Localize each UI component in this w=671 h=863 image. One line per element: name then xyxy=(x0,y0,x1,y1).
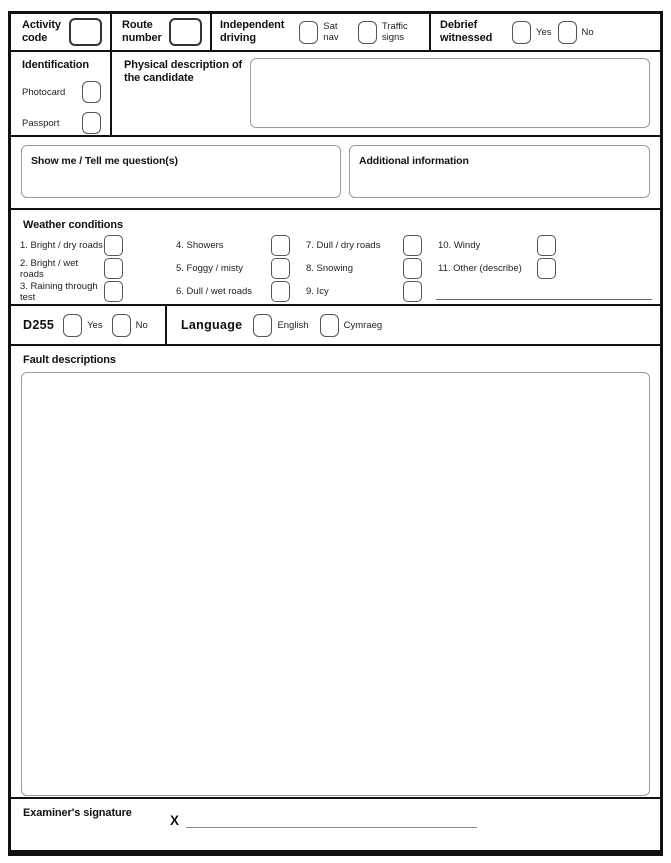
language-english-label: English xyxy=(277,319,309,331)
fault-descriptions-section xyxy=(11,346,660,799)
weather-item-label: 9. Icy xyxy=(306,286,329,297)
d255-yes-checkbox[interactable] xyxy=(63,314,82,337)
show-me-tell-me-label: Show me / Tell me question(s) xyxy=(31,155,178,167)
weather-3-checkbox[interactable] xyxy=(104,281,123,302)
identification-cell xyxy=(11,52,112,135)
debrief-witnessed-label: Debrief witnessed xyxy=(440,18,493,44)
independent-driving-label: Independent driving xyxy=(220,18,285,44)
d255-yes-label: Yes xyxy=(87,319,103,331)
language-label: Language xyxy=(181,317,243,332)
debrief-witnessed-cell xyxy=(431,14,660,50)
physical-description-field[interactable] xyxy=(250,58,650,128)
physical-description-cell xyxy=(112,52,660,135)
weather-column-4 xyxy=(438,234,652,303)
weather-column-3 xyxy=(306,234,422,303)
weather-conditions-label: Weather conditions xyxy=(23,219,124,231)
photocard-checkbox[interactable] xyxy=(82,81,101,103)
weather-item-label: 7. Dull / dry roads xyxy=(306,240,381,251)
debrief-no-checkbox[interactable] xyxy=(558,21,577,44)
route-number-input[interactable] xyxy=(169,18,202,46)
weather-item-label: 2. Bright / wet roads xyxy=(20,257,79,280)
identification-row xyxy=(11,52,660,137)
d255-cell xyxy=(11,306,167,344)
debrief-yes-checkbox[interactable] xyxy=(512,21,531,44)
show-me-tell-me-field[interactable] xyxy=(21,145,341,198)
weather-8-checkbox[interactable] xyxy=(403,258,422,279)
weather-5-checkbox[interactable] xyxy=(271,258,290,279)
activity-code-label: Activity code xyxy=(22,18,61,44)
fault-descriptions-label: Fault descriptions xyxy=(23,354,116,366)
weather-10-checkbox[interactable] xyxy=(537,235,556,256)
signature-x-mark: X xyxy=(170,813,180,828)
independent-driving-cell xyxy=(212,14,431,50)
identification-label: Identification xyxy=(22,59,90,71)
language-cymraeg-label: Cymraeg xyxy=(343,319,383,331)
weather-column-1 xyxy=(20,234,123,303)
d255-label: D255 xyxy=(23,317,55,332)
examiner-signature-line[interactable] xyxy=(186,814,477,828)
activity-code-input[interactable] xyxy=(69,18,102,46)
weather-other-describe-line[interactable] xyxy=(436,283,652,300)
weather-item-label: 8. Snowing xyxy=(306,263,354,274)
traffic-signs-label: Traffic signs xyxy=(381,21,408,43)
fault-descriptions-field[interactable] xyxy=(21,372,650,796)
photocard-label: Photocard xyxy=(22,86,66,98)
debrief-no-label: No xyxy=(581,26,594,38)
language-cell xyxy=(167,306,660,344)
sat-nav-label: Sat nav xyxy=(323,21,339,43)
debrief-yes-label: Yes xyxy=(536,26,552,38)
route-number-label: Route number xyxy=(122,18,162,44)
weather-2-checkbox[interactable] xyxy=(104,258,123,279)
weather-item-label: 6. Dull / wet roads xyxy=(176,286,253,297)
questions-row xyxy=(11,137,660,210)
weather-conditions-section xyxy=(11,210,660,306)
examiner-signature-section xyxy=(11,799,660,838)
weather-item-label: 10. Windy xyxy=(438,240,481,251)
route-number-cell xyxy=(112,14,212,50)
weather-1-checkbox[interactable] xyxy=(104,235,123,256)
passport-label: Passport xyxy=(22,117,60,129)
weather-column-2 xyxy=(176,234,290,303)
weather-4-checkbox[interactable] xyxy=(271,235,290,256)
test-report-form xyxy=(8,11,663,856)
weather-item-label: 11. Other (describe) xyxy=(438,263,522,274)
additional-information-label: Additional information xyxy=(359,155,469,167)
d255-no-label: No xyxy=(135,319,148,331)
physical-description-label: Physical description of the candidate xyxy=(124,59,243,85)
language-english-checkbox[interactable] xyxy=(253,314,272,337)
weather-7-checkbox[interactable] xyxy=(403,235,422,256)
sat-nav-checkbox[interactable] xyxy=(299,21,318,44)
weather-11-checkbox[interactable] xyxy=(537,258,556,279)
weather-9-checkbox[interactable] xyxy=(403,281,422,302)
traffic-signs-checkbox[interactable] xyxy=(358,21,377,44)
header-row xyxy=(11,14,660,52)
additional-information-field[interactable] xyxy=(349,145,650,198)
weather-item-label: 3. Raining through test xyxy=(20,280,98,303)
activity-code-cell xyxy=(11,14,112,50)
weather-6-checkbox[interactable] xyxy=(271,281,290,302)
passport-checkbox[interactable] xyxy=(82,112,101,134)
d255-language-row xyxy=(11,306,660,346)
weather-item-label: 4. Showers xyxy=(176,240,224,251)
weather-item-label: 5. Foggy / misty xyxy=(176,263,244,274)
weather-item-label: 1. Bright / dry roads xyxy=(20,240,103,251)
d255-no-checkbox[interactable] xyxy=(112,314,131,337)
language-cymraeg-checkbox[interactable] xyxy=(320,314,339,337)
examiner-signature-label: Examiner's signature xyxy=(23,807,132,819)
